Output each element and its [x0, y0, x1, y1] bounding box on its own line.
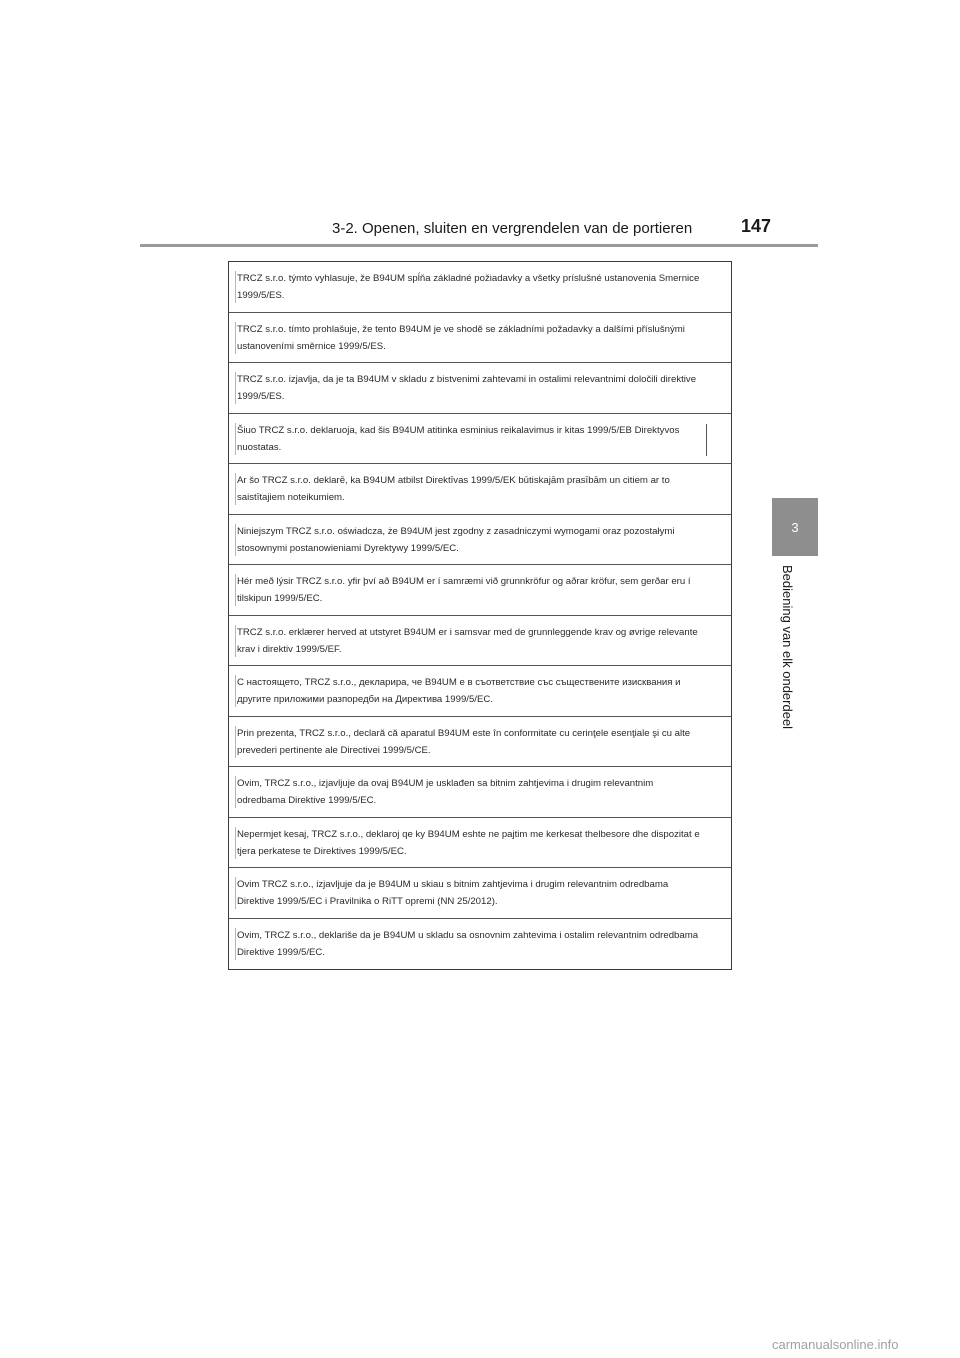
declaration-row-slovenian — [229, 363, 731, 414]
chapter-label: Bediening van elk onderdeel — [780, 565, 795, 730]
declaration-text: Nepermjet kesaj, TRCZ s.r.o., deklaroj qe ky B94UM eshte ne pajtim me kerkesat thelbesore dhe dispozitat e tjera perkatese te Direktives 1999/5/EC. — [237, 828, 700, 857]
declaration-text: TRCZ s.r.o. tímto prohlašuje, že tento B94UM je ve shodě se základními požadavky a dalšími příslušnými ustanoveními směrnice 1999/5/ES. — [237, 323, 685, 352]
declaration-row-slovak — [229, 262, 731, 313]
declaration-text: Ovim, TRCZ s.r.o., izjavljuje da ovaj B94UM je usklađen sa bitnim zahtjevima i drugim relevantnim odredbama Direktive 1999/5/EC. — [237, 778, 654, 806]
declaration-text: Niniejszym TRCZ s.r.o. oświadcza, że B94UM jest zgodny z zasadniczymi wymogami oraz pozostałymi stosownymi postanowieniami Dyrektywy 1999/5/EC. — [237, 525, 675, 554]
declaration-row-romanian — [229, 717, 731, 768]
declaration-row-polish — [229, 515, 731, 566]
declaration-text: Prin prezenta, TRCZ s.r.o., declară că aparatul B94UM este în conformitate cu cerinţele esenţiale şi cu alte prevederi pertinente ale Directivei 1999/5/CE. — [237, 727, 691, 756]
declaration-row-albanian — [229, 818, 731, 869]
declaration-text: TRCZ s.r.o. erklærer herved at utstyret B94UM er i samsvar med de grunnleggende krav og øvrige relevante krav i direktiv 1999/5/EF. — [237, 626, 698, 655]
declaration-row-czech — [229, 313, 731, 364]
declaration-text: Šiuo TRCZ s.r.o. deklaruoja, kad šis B94UM atitinka esminius reikalavimus ir kitas 1999/5/EB Direktyvos nuostatas. — [237, 424, 680, 453]
footer-watermark: carmanualsonline.info — [772, 1337, 899, 1352]
declaration-row-croatian — [229, 868, 731, 919]
declaration-row-latvian — [229, 464, 731, 515]
declaration-text: С настоящето, TRCZ s.r.o., декларира, че B94UM е в съответствие със съществените изисквания и другите приложими разпоредби на Директива 1999/5/EC. — [237, 677, 681, 705]
scan-mark — [706, 424, 708, 456]
declaration-table — [228, 261, 732, 970]
chapter-tab — [772, 498, 818, 556]
declaration-text: Hér með lýsir TRCZ s.r.o. yfir því að B94UM er í samræmi við grunnkröfur og aðrar kröfur, sem gerðar eru í tilskipun 1999/5/EC. — [237, 576, 691, 604]
declaration-row-bulgarian — [229, 666, 731, 717]
declaration-row-norwegian — [229, 616, 731, 667]
declaration-row-serbian — [229, 919, 731, 970]
declaration-row-bosnian — [229, 767, 731, 818]
declaration-text: Ovim TRCZ s.r.o., izjavljuje da je B94UM u skiau s bitnim zahtjevima i drugim relevantnim odredbama Direktive 1999/5/EC i Pravilnika o RiTT opremi (NN 25/2012). — [237, 879, 669, 907]
declaration-text: TRCZ s.r.o. týmto vyhlasuje, že B94UM spĺňa základné požiadavky a všetky príslušné ustanovenia Smernice 1999/5/ES. — [237, 273, 700, 301]
page-number: 147 — [741, 216, 772, 236]
declaration-row-lithuanian — [229, 414, 731, 465]
declaration-text: TRCZ s.r.o. izjavlja, da je ta B94UM v skladu z bistvenimi zahtevami in ostalimi relevantnimi določili direktive 1999/5/ES. — [237, 374, 697, 402]
chapter-number: 3 — [791, 519, 799, 535]
declaration-row-icelandic — [229, 565, 731, 616]
declaration-text: Ar šo TRCZ s.r.o. deklarē, ka B94UM atbilst Direktīvas 1999/5/EK būtiskajām prasībām un citiem ar to saistītajiem noteikumiem. — [237, 475, 670, 503]
header-divider — [140, 244, 818, 247]
declaration-text: Ovim, TRCZ s.r.o., deklariše da je B94UM u skladu sa osnovnim zahtevima i ostalim relevantnim odredbama Direktive 1999/5/EC. — [237, 929, 699, 958]
section-title: 3-2. Openen, sluiten en vergrendelen van de portieren — [332, 220, 693, 237]
